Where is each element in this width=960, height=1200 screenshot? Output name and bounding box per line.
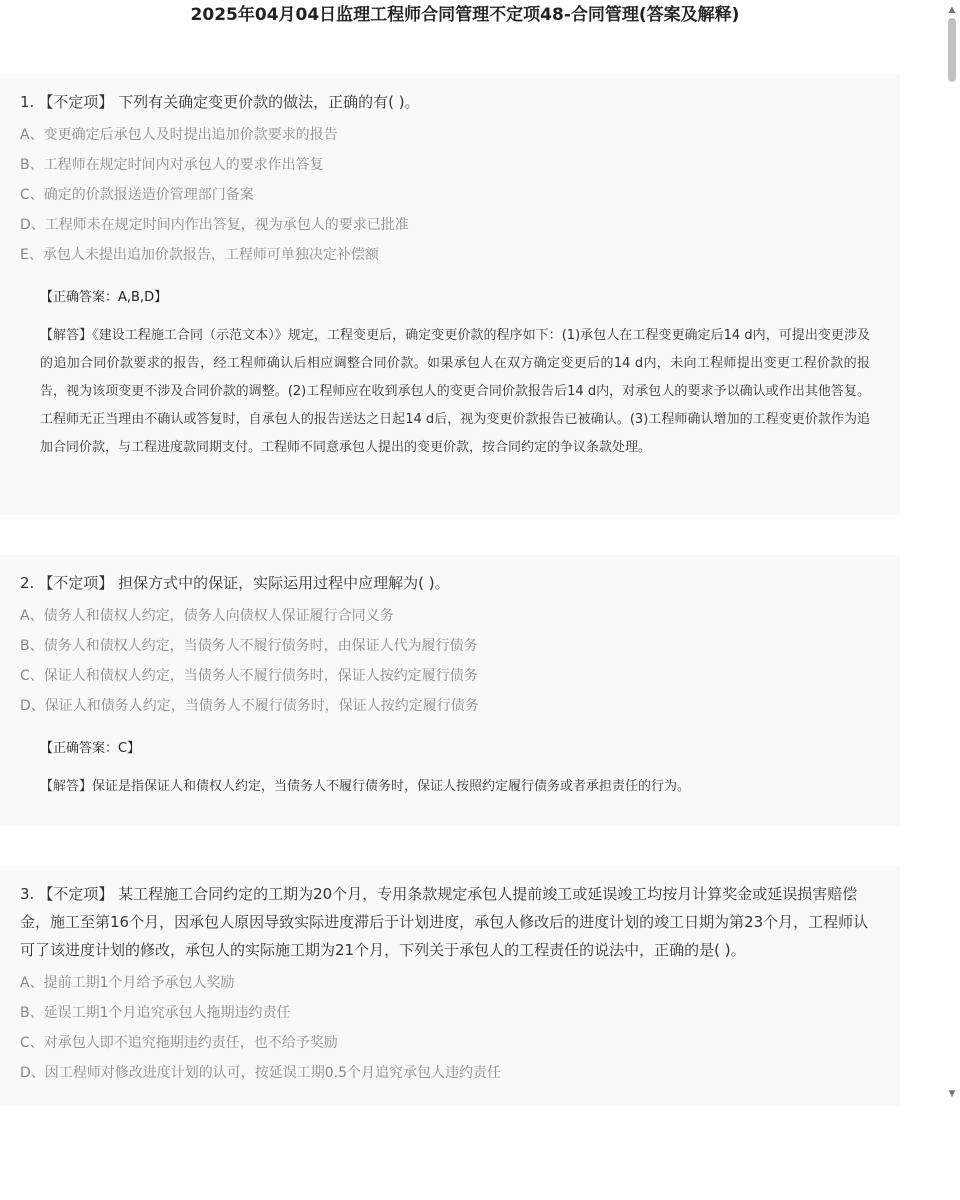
option-a[interactable]: A、变更确定后承包人及时提出追加价款要求的报告 — [20, 127, 338, 143]
option-list — [20, 120, 880, 270]
question-text: 下列有关确定变更价款的做法，正确的有( )。 — [118, 93, 420, 111]
question-type: 【不定项】 — [38, 574, 114, 592]
option-d[interactable]: D、保证人和债务人约定，当债务人不履行债务时，保证人按约定履行债务 — [20, 698, 479, 714]
question-card-3 — [0, 866, 900, 1106]
scroll-down-icon[interactable]: ▼ — [948, 1089, 956, 1099]
question-stem — [20, 880, 880, 964]
scroll-thumb[interactable] — [948, 18, 956, 82]
explanation-text: 《建设工程施工合同（示范文本）》规定，工程变更后，确定变更价款的程序如下：(1)承包人在工程变更确定后14 d内，可提出变更涉及的追加合同价款要求的报告，经工程师确认后相应调整合同价款。如果承包人在双方确定变更后的14 d内，未向工程师提出变更工程价款的报告，视为该项变更不涉及合同价款的调整。(2)工程师应在收到承包人的变更合同价款报告后14 d内，对承包人的要求予以确认或作出其他答复。工程师无正当理由不确认或答复时，自承包人的报告送达之日起14 d后，视为变更价款报告已被确认。(3)工程师确认增加的工程变更价款作为追加合同价款，与工程进度款同期支付。工程师不同意承包人提出的变更价款，按合同约定的争议条款处理。 — [40, 328, 870, 455]
question-card-1 — [0, 74, 900, 515]
question-number: 1. — [20, 93, 35, 111]
question-type: 【不定项】 — [38, 885, 114, 903]
question-text: 担保方式中的保证，实际运用过程中应理解为( )。 — [118, 574, 450, 592]
question-card-2 — [0, 555, 900, 826]
option-b[interactable]: B、延误工期1个月追究承包人拖期违约责任 — [20, 1005, 291, 1021]
option-c[interactable]: C、保证人和债权人约定，当债务人不履行债务时，保证人按约定履行债务 — [20, 668, 478, 684]
explanation — [40, 322, 870, 462]
question-number: 3. — [20, 885, 35, 903]
correct-answer: 【正确答案：C】 — [40, 741, 141, 756]
option-e[interactable]: E、承包人未提出追加价款报告，工程师可单独决定补偿额 — [20, 247, 379, 263]
option-d[interactable]: D、工程师未在规定时间内作出答复，视为承包人的要求已批准 — [20, 217, 409, 233]
vertical-scrollbar[interactable] — [944, 0, 960, 1108]
option-c[interactable]: C、对承包人即不追究拖期违约责任，也不给予奖励 — [20, 1035, 338, 1051]
page-title: 2025年04月04日监理工程师合同管理不定项48-合同管理(答案及解释) — [190, 5, 740, 25]
question-stem — [20, 88, 880, 116]
option-b[interactable]: B、债务人和债权人约定，当债务人不履行债务时，由保证人代为履行债务 — [20, 638, 478, 654]
question-type: 【不定项】 — [38, 93, 114, 111]
option-d[interactable]: D、因工程师对修改进度计划的认可，按延误工期0.5个月追究承包人违约责任 — [20, 1065, 502, 1081]
option-b[interactable]: B、工程师在规定时间内对承包人的要求作出答复 — [20, 157, 324, 173]
option-a[interactable]: A、债务人和债权人约定，债务人向债权人保证履行合同义务 — [20, 608, 394, 624]
option-c[interactable]: C、确定的价款报送造价管理部门备案 — [20, 187, 254, 203]
option-list — [20, 968, 880, 1088]
question-stem — [20, 569, 880, 597]
question-number: 2. — [20, 574, 35, 592]
scroll-up-icon[interactable]: ▲ — [948, 5, 956, 15]
explanation — [40, 773, 870, 801]
answer-block — [40, 739, 880, 801]
explanation-label: 【解答】 — [40, 779, 93, 794]
explanation-text: 保证是指保证人和债权人约定，当债务人不履行债务时，保证人按照约定履行债务或者承担责任的行为。 — [92, 779, 691, 794]
answer-block — [40, 288, 880, 462]
option-a[interactable]: A、提前工期1个月给予承包人奖励 — [20, 975, 235, 991]
explanation-label: 【解答】 — [40, 328, 93, 343]
correct-answer: 【正确答案：A,B,D】 — [40, 290, 168, 305]
question-text: 某工程施工合同约定的工期为20个月，专用条款规定承包人提前竣工或延误竣工均按月计算奖金或延误损害赔偿金，施工至第16个月，因承包人原因导致实际进度滞后于计划进度，承包人修改后的进度计划的竣工日期为第23个月，工程师认可了该进度计划的修改，承包人的实际施工期为21个月，下列关于承包人的工程责任的说法中，正确的是( )。 — [20, 885, 869, 959]
option-list — [20, 601, 880, 721]
